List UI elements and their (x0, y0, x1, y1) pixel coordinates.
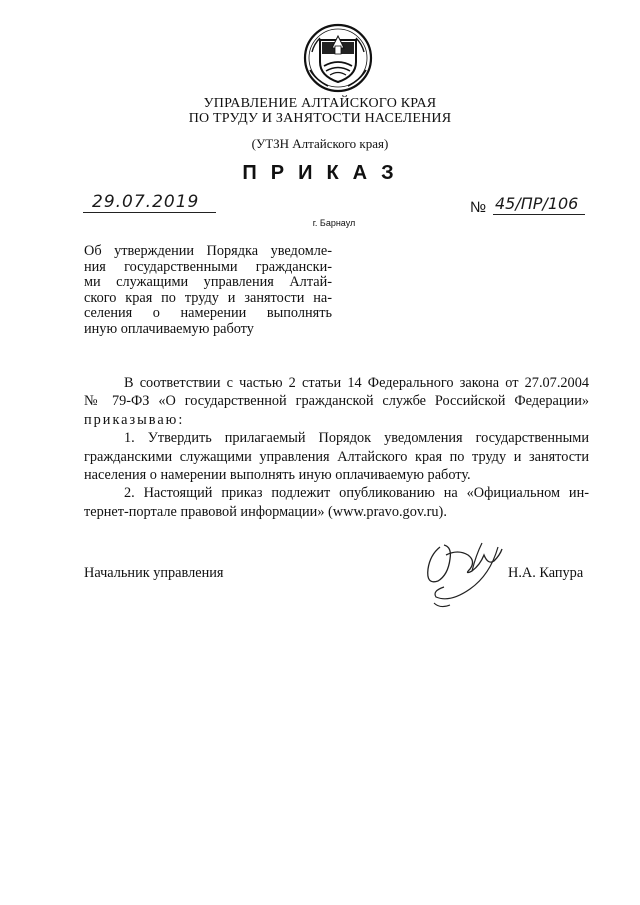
body-line: приказываю: (84, 411, 185, 428)
body-text (84, 374, 589, 521)
date-underline (83, 212, 216, 213)
date-value: 29.07.2019 (92, 192, 200, 212)
subject-line: иную оплачиваемую работу (84, 320, 254, 337)
signatory-position: Начальник управления (84, 565, 224, 581)
order-number: 45/ПР/106 (495, 194, 579, 213)
handwritten-signature (410, 525, 510, 615)
signatory-name: Н.А. Капура (508, 565, 584, 581)
org-abbreviation: (УТЗН Алтайского края) (251, 136, 389, 151)
coat-of-arms-icon (302, 22, 374, 94)
body-line: 2. Настоящий приказ подлежит опубликованию на «Официальном ин- (124, 485, 589, 502)
subject-block (84, 244, 332, 338)
document-title: ПРИКАЗ (242, 162, 408, 184)
number-prefix: № (470, 199, 487, 216)
body-line: 1. Утвердить прилагаемый Порядок уведомления государственными (124, 430, 589, 447)
body-line: № 79-ФЗ «О государственной гражданской службе Российской Федерации» (84, 393, 589, 410)
city-label: г. Барнаул (312, 218, 356, 228)
subject-line: селения о намерении выполнять (84, 305, 332, 322)
body-line: гражданскими служащими управления Алтайского края по труду и занятости (84, 448, 589, 465)
number-underline (493, 214, 585, 215)
subject-line: ми служащими управления Алтай- (84, 274, 332, 291)
body-line: В соответствии с частью 2 статьи 14 Федерального закона от 27.07.2004 (124, 375, 589, 391)
subject-line: ния государственными граждански- (84, 258, 332, 275)
org-name-line2: ПО ТРУДУ И ЗАНЯТОСТИ НАСЕЛЕНИЯ (188, 111, 452, 126)
org-name-line1: УПРАВЛЕНИЕ АЛТАЙСКОГО КРАЯ (203, 96, 437, 111)
subject-line: ского края по труду и занятости на- (84, 289, 332, 306)
body-line: тернет-портале правовой информации» (www.pravo.gov.ru). (84, 503, 447, 520)
subject-line: Об утверждении Порядка уведомле- (84, 243, 332, 259)
body-line: населения о намерении выполнять иную оплачиваемую работу. (84, 467, 471, 484)
